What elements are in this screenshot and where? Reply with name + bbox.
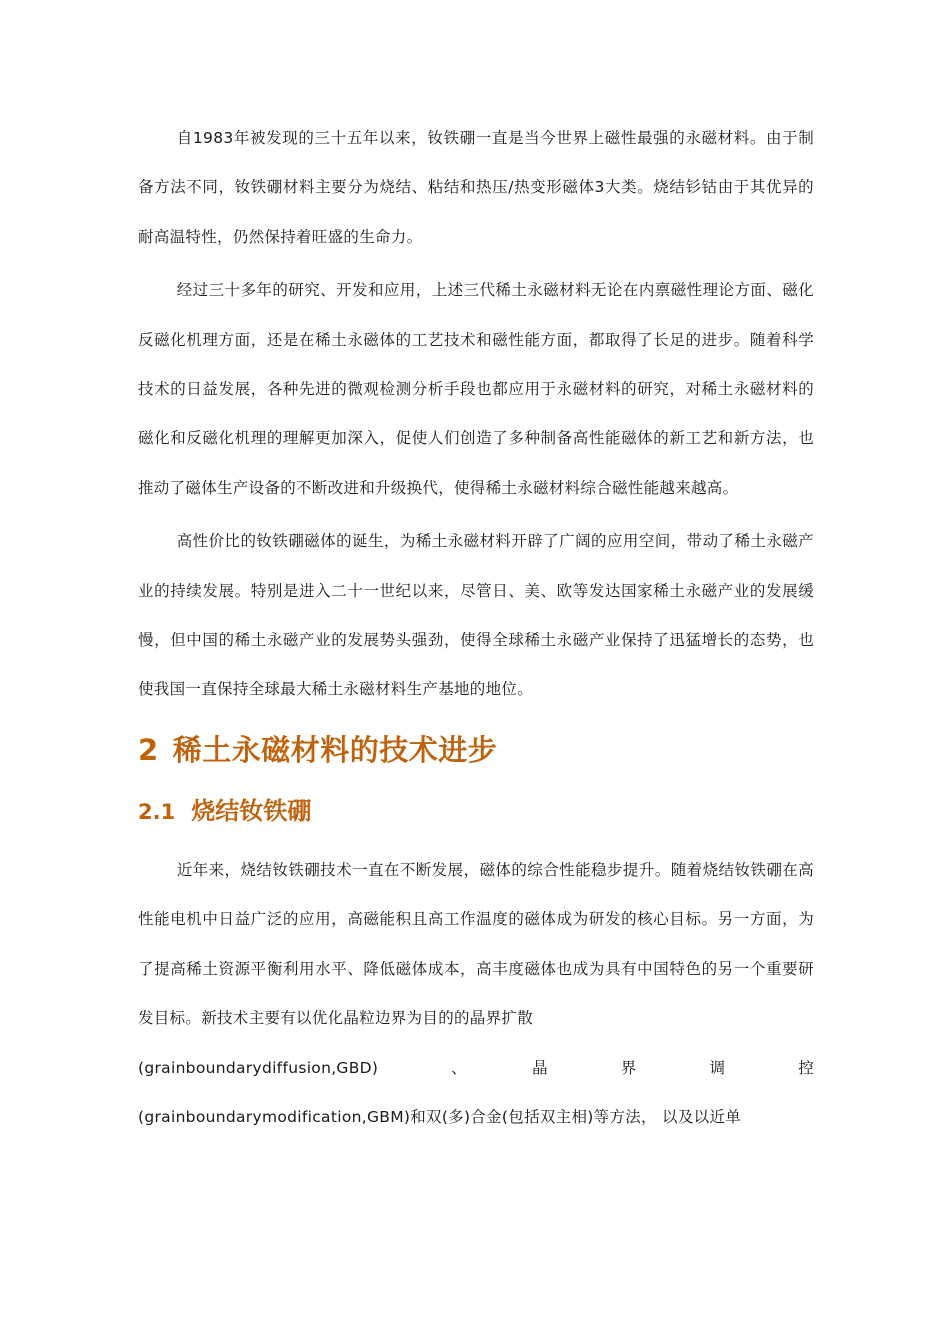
section-heading (138, 721, 814, 779)
paragraph-intro: 自1983年被发现的三十五年以来，钕铁硼一直是当今世界上磁性最强的永磁材料。由于制备方法不同，钕铁硼材料主要分为烧结、粘结和热压/热变形磁体3大类。烧结钐钴由于其优异的耐高温特性，仍然保持着旺盛的生命力。 (138, 129, 814, 246)
subsection-heading (138, 781, 814, 842)
paragraph-progress: 经过三十多年的研究、开发和应用，上述三代稀土永磁材料无论在内禀磁性理论方面、磁化反磁化机理方面，还是在稀土永磁体的工艺技术和磁性能方面，都取得了长足的进步。随着科学技术的日益发展，各种先进的微观检测分析手段也都应用于永磁材料的研究，对稀土永磁材料的磁化和反磁化机理的理解更加深入，促使人们创造了多种制备高性能磁体的新工艺和新方法，也推动了磁体生产设备的不断改进和升级换代，使得稀土永磁材料综合磁性能越来越高。 (138, 281, 814, 497)
document-page (138, 114, 814, 1142)
section-title: 稀土永磁材料的技术进步 (172, 732, 498, 767)
paragraph-sintered-ndfeb-line-gbd: (grainboundarydiffusion,GBD) 、 晶 界 调 控 (138, 1058, 814, 1077)
paragraph-industry: 高性价比的钕铁硼磁体的诞生，为稀土永磁材料开辟了广阔的应用空间，带动了稀土永磁产业的持续发展。特别是进入二十一世纪以来，尽管日、美、欧等发达国家稀土永磁产业的发展缓慢，但中国的稀土永磁产业的发展势头强劲，使得全球稀土永磁产业保持了迅猛增长的态势，也使我国一直保持全球最大稀土永磁材料生产基地的地位。 (138, 532, 814, 699)
subsection-number: 2.1 (138, 799, 176, 824)
paragraph-sintered-ndfeb-line-gbm: (grainboundarymodification,GBM)和双(多)合金(包括双主相)等方法， 以及以近单 (138, 1107, 742, 1126)
section-number: 2 (138, 732, 159, 767)
subsection-title: 烧结钕铁硼 (191, 796, 312, 825)
paragraph-sintered-ndfeb: 近年来，烧结钕铁硼技术一直在不断发展，磁体的综合性能稳步提升。随着烧结钕铁硼在高性能电机中日益广泛的应用，高磁能积且高工作温度的磁体成为研发的核心目标。另一方面，为了提高稀土资源平衡利用水平、降低磁体成本，高丰度磁体也成为具有中国特色的另一个重要研发目标。新技术主要有以优化晶粒边界为目的的晶界扩散 (138, 860, 814, 1028)
